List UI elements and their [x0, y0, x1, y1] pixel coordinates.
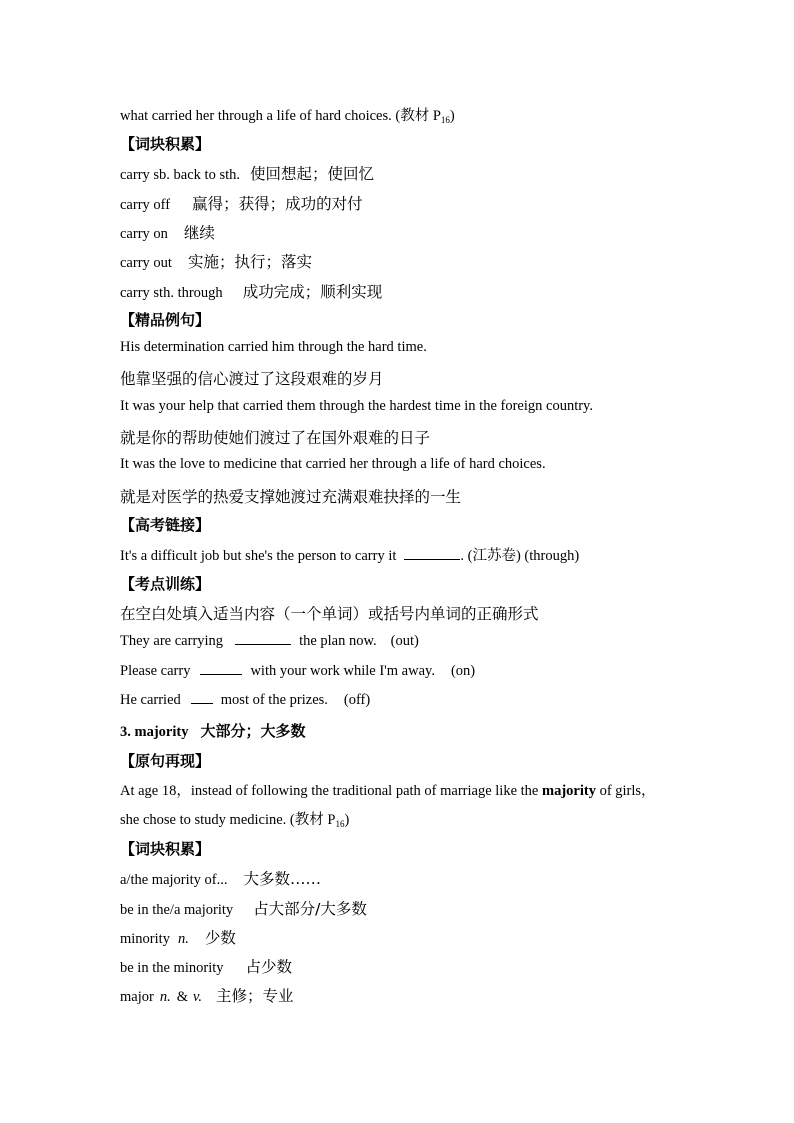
answer-blank[interactable]: [200, 662, 242, 675]
phrase-entry: a/the majority of... 大多数……: [120, 870, 322, 888]
example-sentence-cn: 他靠坚强的信心渡过了这段艰难的岁月: [120, 370, 384, 388]
example-sentence-cn: 就是对医学的热爱支撑她渡过充满艰难抉择的一生: [120, 488, 462, 506]
phrase-entry: be in the minority 占少数: [120, 958, 293, 976]
phrase-entry: carry sb. back to sth. 使回想起；使回忆: [120, 165, 375, 183]
original-sentence: At age 18，instead of following the traditional path of marriage like the majority of girls，: [120, 783, 656, 799]
answer-blank[interactable]: [235, 632, 291, 645]
phrase-entry: carry sth. through 成功完成；顺利实现: [120, 283, 383, 301]
practice-item: Please carry with your work while I'm away. (on): [120, 663, 476, 679]
phrase-entry: minority n. 少数: [120, 929, 236, 947]
example-sentence-en: It was the love to medicine that carried her through a life of hard choices.: [120, 456, 546, 472]
example-sentence-en: It was your help that carried them through the hardest time in the foreign country.: [120, 398, 593, 414]
vocab-heading-majority: 3. majority 大部分；大多数: [120, 722, 306, 740]
phrase-entry: carry off 赢得；获得；成功的对付: [120, 195, 363, 213]
phrase-entry: major n. & v. 主修；专业: [120, 987, 294, 1005]
answer-blank[interactable]: [191, 691, 213, 704]
example-sentence-en: His determination carried him through the hard time.: [120, 339, 427, 355]
section-heading-example-sentences: 【精品例句】: [120, 311, 211, 329]
practice-item: He carried most of the prizes. (off): [120, 692, 371, 708]
section-heading-exam-link: 【高考链接】: [120, 516, 211, 534]
exam-question: It's a difficult job but she's the person to carry it . (江苏卷) (through): [120, 548, 580, 564]
phrase-entry: carry out 实施；执行；落实: [120, 253, 312, 271]
answer-blank[interactable]: [404, 547, 460, 560]
section-heading-practice: 【考点训练】: [120, 575, 211, 593]
section-heading-phrase-accumulation: 【词块积累】: [120, 135, 211, 153]
example-sentence-cn: 就是你的帮助使她们渡过了在国外艰难的日子: [120, 429, 431, 447]
practice-item: They are carrying the plan now. (out): [120, 633, 419, 649]
phrase-entry: be in the/a majority 占大部分/大多数: [120, 900, 367, 918]
section-heading-original-sentence: 【原句再现】: [120, 752, 211, 770]
practice-instruction: 在空白处填入适当内容（一个单词）或括号内单词的正确形式: [120, 605, 539, 623]
original-sentence-continuation: she chose to study medicine. (教材 $P_{16}$): [120, 812, 350, 829]
phrase-entry: carry on 继续: [120, 224, 215, 242]
section-heading-phrase-accumulation: 【词块积累】: [120, 840, 211, 858]
original-sentence-continuation: what carried her through a life of hard choices. (教材 $P_{16}$): [120, 108, 455, 125]
